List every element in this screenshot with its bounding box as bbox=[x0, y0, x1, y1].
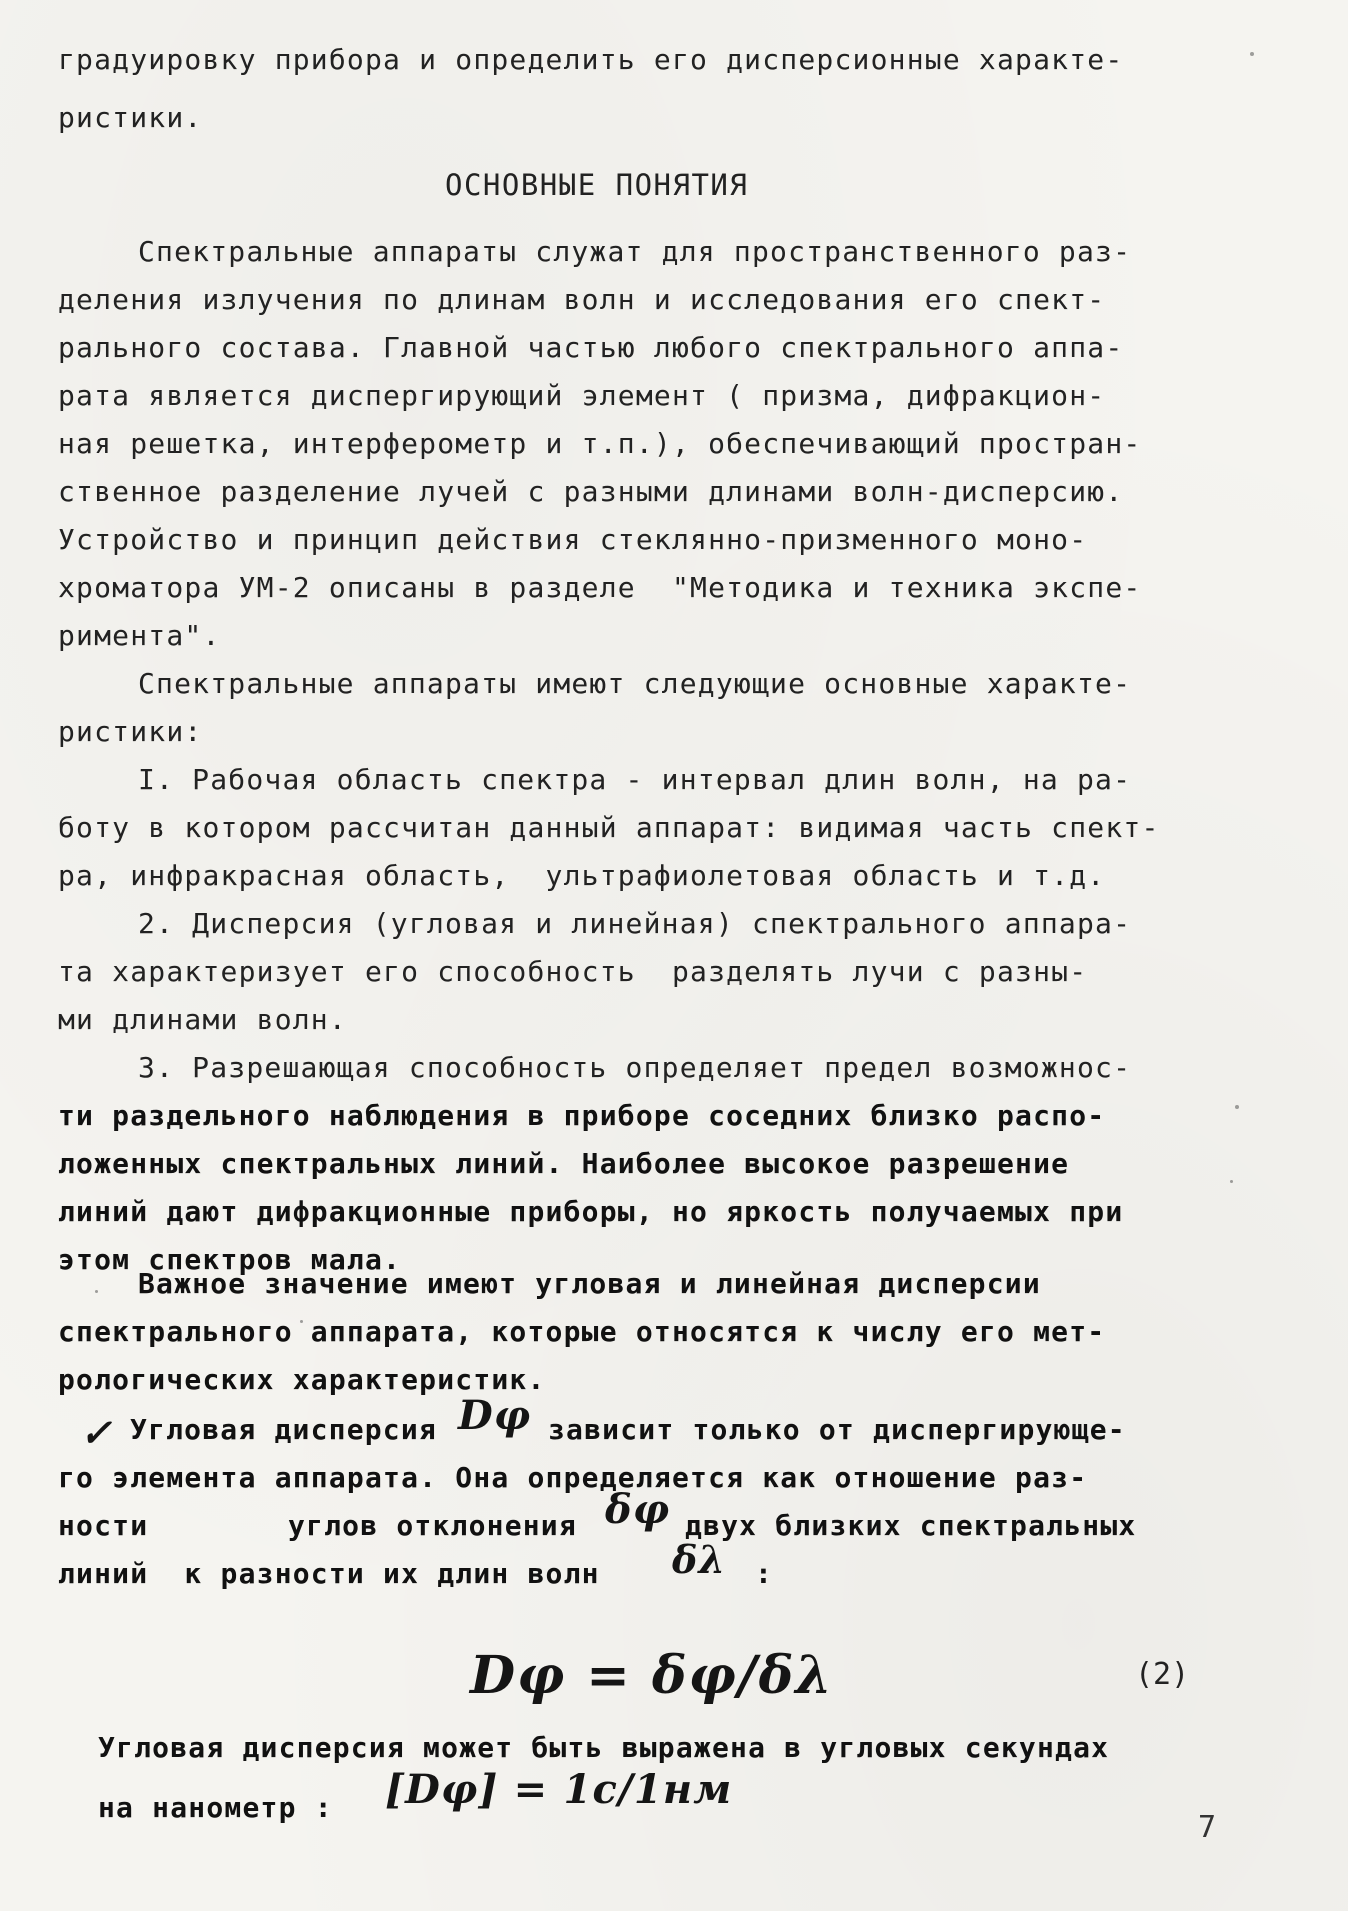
text-line: Важное значение имеют угловая и линейная дисперсии bbox=[138, 1267, 1041, 1300]
text-line: ти раздельного наблюдения в приборе соседних близко распо- bbox=[58, 1099, 1106, 1132]
text-line: зависит только от диспергирующе- bbox=[548, 1413, 1126, 1446]
scan-speck bbox=[1230, 1180, 1233, 1183]
text-line: двух близких спектральных bbox=[685, 1509, 1137, 1542]
text-line: ложенных спектральных линий. Наиболее высокое разрешение bbox=[58, 1147, 1070, 1180]
text-line: рального состава. Главной частью любого спектрального аппа- bbox=[58, 331, 1124, 364]
handwritten-checkmark-icon: ✓ bbox=[80, 1410, 112, 1455]
text-line: ственное разделение лучей с разными длинами волн-дисперсию. bbox=[58, 475, 1124, 508]
text-line: рологических характеристик. bbox=[58, 1363, 546, 1396]
text-line: Устройство и принцип действия стеклянно-призменного моно- bbox=[58, 523, 1088, 556]
text-line: линий к разности их длин волн bbox=[58, 1557, 600, 1590]
text-line: I. Рабочая область спектра - интервал длин волн, на ра- bbox=[138, 763, 1132, 796]
text-line: Угловая дисперсия может быть выражена в угловых секундах bbox=[98, 1731, 1110, 1764]
text-line: линий дают дифракционные приборы, но яркость получаемых при bbox=[58, 1195, 1124, 1228]
text-line: спектрального аппарата, которые относятся к числу его мет- bbox=[58, 1315, 1106, 1348]
text-line: римента". bbox=[58, 619, 221, 652]
scan-speck bbox=[300, 1320, 303, 1323]
formula-angular-dispersion: Dφ = δφ/δλ bbox=[470, 1645, 834, 1706]
text-line: : bbox=[755, 1557, 774, 1590]
text-line: та характеризует его способность разделять лучи с разны- bbox=[58, 955, 1088, 988]
scan-speck bbox=[95, 1290, 98, 1293]
scan-speck bbox=[1235, 1105, 1239, 1109]
text-line: ная решетка, интерферометр и т.п.), обеспечивающий простран- bbox=[58, 427, 1142, 460]
text-line: го элемента аппарата. Она определяется как отношение раз- bbox=[58, 1461, 1088, 1494]
section-heading: ОСНОВНЫЕ ПОНЯТИЯ bbox=[445, 168, 749, 202]
text-line: Спектральные аппараты имеют следующие основные характе- bbox=[138, 667, 1132, 700]
text-line: этом спектров мала. bbox=[58, 1243, 402, 1276]
handwritten-symbol: δφ bbox=[605, 1486, 671, 1533]
text-line: Угловая дисперсия bbox=[130, 1413, 437, 1446]
handwritten-symbol: Dφ bbox=[458, 1392, 532, 1439]
handwritten-unit-formula: [Dφ] = 1c/1нм bbox=[385, 1766, 733, 1813]
text-line: Спектральные аппараты служат для пространственного раз- bbox=[138, 235, 1132, 268]
text-line: ности bbox=[58, 1509, 149, 1542]
text-line: ристики: bbox=[58, 715, 203, 748]
text-line: 3. Разрешающая способность определяет предел возможнос- bbox=[138, 1051, 1132, 1084]
equation-number: (2) bbox=[1135, 1657, 1190, 1692]
scan-speck bbox=[1250, 52, 1254, 56]
text-line: ра, инфракрасная область, ультрафиолетовая область и т.д. bbox=[58, 859, 1106, 892]
page-number: 7 bbox=[1198, 1810, 1217, 1845]
text-line: ми длинами волн. bbox=[58, 1003, 347, 1036]
text-line: 2. Дисперсия (угловая и линейная) спектрального аппара- bbox=[138, 907, 1132, 940]
text-line: градуировку прибора и определить его дисперсионные характе- bbox=[58, 43, 1124, 76]
text-line: хроматора УМ-2 описаны в разделе "Методика и техника экспе- bbox=[58, 571, 1142, 604]
text-line: рата является диспергирующий элемент ( призма, дифракцион- bbox=[58, 379, 1106, 412]
text-line: на нанометр : bbox=[98, 1791, 333, 1824]
text-line: ристики. bbox=[58, 101, 203, 134]
text-line: боту в котором рассчитан данный аппарат: видимая часть спект- bbox=[58, 811, 1160, 844]
text-line: деления излучения по длинам волн и исследования его спект- bbox=[58, 283, 1106, 316]
handwritten-symbol: δλ bbox=[672, 1537, 727, 1582]
text-line: углов отклонения bbox=[288, 1509, 577, 1542]
